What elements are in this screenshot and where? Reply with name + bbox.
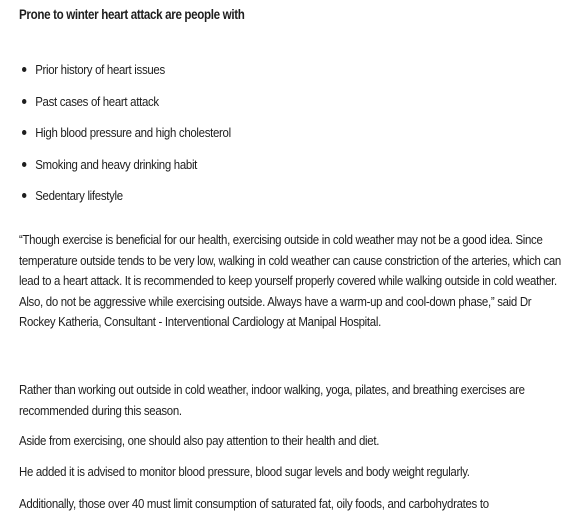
bullet-icon xyxy=(22,99,26,104)
list-item-text: Sedentary lifestyle xyxy=(35,188,123,203)
consumption-paragraph: Additionally, those over 40 must limit consumption of saturated fat, oily foods, and carbohydrates to xyxy=(19,496,489,511)
risk-factor-list xyxy=(22,60,259,218)
list-item xyxy=(22,92,231,124)
bullet-icon xyxy=(22,67,26,72)
section-heading: Prone to winter heart attack are people with xyxy=(19,7,245,22)
list-item-text: Smoking and heavy drinking habit xyxy=(35,156,198,172)
bullet-icon xyxy=(22,162,26,167)
list-item xyxy=(22,123,231,155)
health-diet-paragraph: Aside from exercising, one should also pay attention to their health and diet. xyxy=(19,433,380,448)
list-item-text: Prior history of heart issues xyxy=(35,62,165,77)
list-item xyxy=(22,60,231,92)
list-item-text: Past cases of heart attack xyxy=(35,93,159,109)
indoor-exercise-paragraph: Rather than working out outside in cold weather, indoor walking, yoga, pilates, and breathing exercises are recommended during this season. xyxy=(19,382,525,418)
list-item xyxy=(22,186,231,218)
doctor-quote-paragraph: “Though exercise is beneficial for our health, exercising outside in cold weather may not be a good idea. Since temperature outside tends to be very low, walking in cold weather can cause constriction of the arteries, which can lead to a heart attack. It is recommended to keep yourself properly covered while walking outside in cold weather. Also, do not be aggressive while exercising outside. Always have a warm-up and cool-down phase,” said Dr Rockey Katheria, Consultant - Interventional Cardiology at Manipal Hospital. xyxy=(19,232,561,329)
monitoring-paragraph: He added it is advised to monitor blood pressure, blood sugar levels and body weight regularly. xyxy=(19,464,470,479)
list-item xyxy=(22,155,231,187)
list-item-text: High blood pressure and high cholesterol xyxy=(35,125,231,140)
bullet-icon xyxy=(22,130,26,135)
bullet-icon xyxy=(22,193,26,198)
